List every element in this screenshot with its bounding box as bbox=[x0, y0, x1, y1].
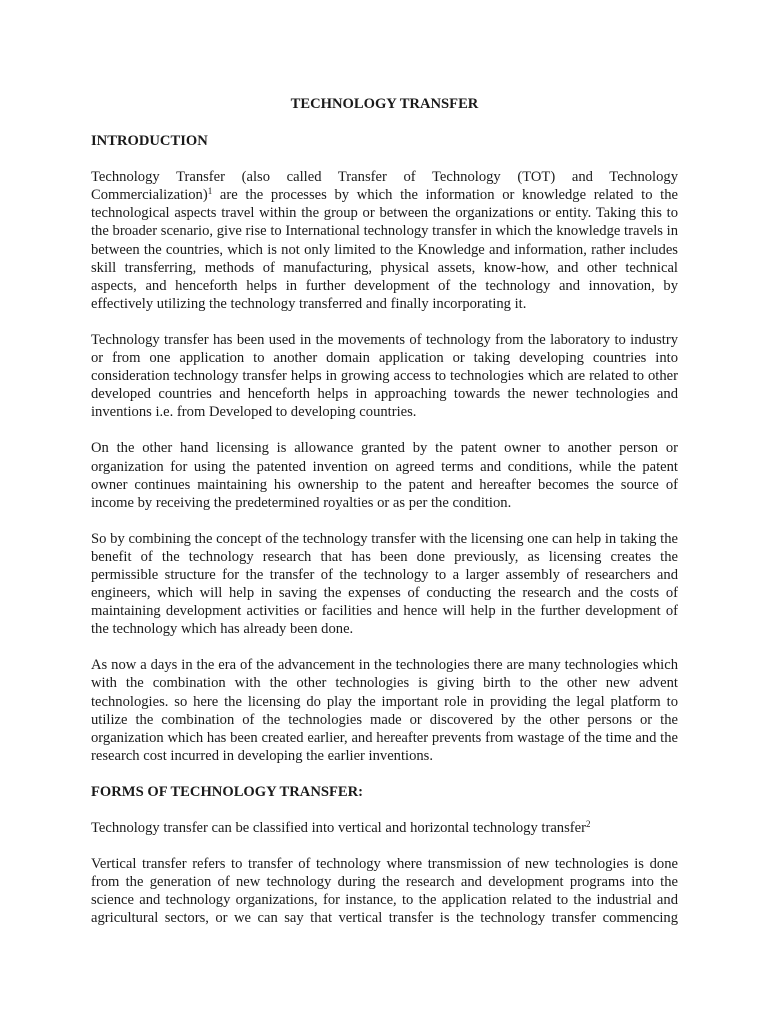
paragraph-intro-part1: Technology Transfer (also called Transfer of Technology (TOT) and Technology Commercialization) bbox=[91, 169, 678, 204]
forms-heading: FORMS OF TECHNOLOGY TRANSFER: bbox=[91, 783, 364, 800]
introduction-heading: INTRODUCTION bbox=[91, 133, 208, 150]
footnote-ref-2: 2 bbox=[585, 819, 591, 829]
paragraph-intro bbox=[91, 168, 678, 313]
paragraph-technology-transfer-usage: Technology transfer has been used in the movements of technology from the laboratory to industry or from one application to another domain application or taking developing countries into consideration technology transfer helps in growing access to technologies which are related to other developed countries and henceforth helps in approaching towards the newer technologies and inventions i.e. from Developed to developing countries. bbox=[91, 331, 678, 421]
footnote-ref-1: 1 bbox=[207, 186, 213, 197]
paragraph-classification bbox=[91, 819, 678, 837]
document-body bbox=[91, 95, 678, 927]
paragraph-intro-part2: are the processes by which the information or knowledge related to the technological aspects travel within the group or between the organizations or entity. Taking this to the broader scenario, give rise to International technology transfer in which the knowledge travels in between the countries, which is not only limited to the Knowledge and information, rather includes skill transferring, methods of manufacturing, physical assets, know-how, and other technical aspects, and henceforth helps in further development of the technology and innovation, by effectively utilizing the technology transferred and finally incorporating it. bbox=[91, 187, 678, 312]
document-title: TECHNOLOGY TRANSFER bbox=[290, 96, 479, 112]
paragraph-classification-text: Technology transfer can be classified into vertical and horizontal technology transfer bbox=[91, 820, 586, 836]
paragraph-vertical-transfer: Vertical transfer refers to transfer of technology where transmission of new technologies is done from the generation of new technology during the research and development programs into the science and technology organizations, for instance, to the application related to the industrial and agricultural sectors, or we can say that vertical transfer is the technology transfer commencing bbox=[91, 856, 678, 927]
paragraph-combining-concepts: So by combining the concept of the technology transfer with the licensing one can help in taking the benefit of the technology research that has been done previously, as licensing creates the permissible structure for the transfer of the technology to a larger assembly of researchers and engineers, which will help in saving the expenses of conducting the research and the costs of maintaining development activities or facilities and hence will help in the further development of the technology which has already been done. bbox=[91, 530, 678, 638]
paragraph-licensing: On the other hand licensing is allowance granted by the patent owner to another person or organization for using the patented invention on agreed terms and conditions, while the patent owner continues maintaining his ownership to the patent and hereafter becomes the source of income by receiving the predetermined royalties or as per the condition. bbox=[91, 440, 678, 511]
paragraph-advancement: As now a days in the era of the advancement in the technologies there are many technologies which with the combination with the other technologies is giving birth to the other new advent technologies. so here the licensing do play the important role in providing the legal platform to utilize the combination of the technologies made or discovered by the other persons or the organization which has been created earlier, and hereafter prevents from wastage of the time and the research cost incurred in developing the earlier inventions. bbox=[91, 657, 678, 764]
